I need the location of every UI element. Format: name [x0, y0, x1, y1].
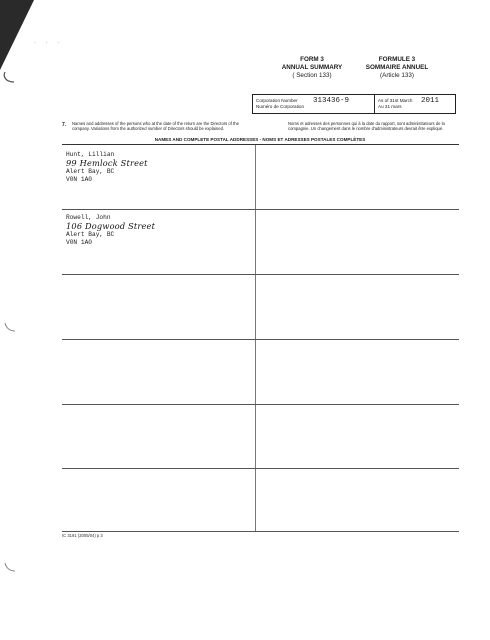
row-divider: [62, 274, 459, 275]
item-number: 7.: [62, 122, 67, 128]
corporation-box: [252, 94, 456, 114]
form-section: ( Section 133): [292, 72, 332, 80]
director-city: Alert Bay, BC: [66, 231, 115, 238]
punch-hole-mark: [2, 561, 18, 575]
as-of-label: As of 31st March Au 31 mars: [378, 98, 413, 109]
row-divider: [62, 468, 459, 469]
row-divider: [62, 339, 459, 340]
director-postal-code: V0N 1A0: [66, 239, 92, 246]
director-entry[interactable]: [66, 151, 148, 184]
director-name: Rowell, John: [66, 214, 111, 221]
punch-hole-mark: [2, 321, 18, 335]
corporation-number-value: 313436-9: [313, 97, 350, 105]
director-street-handwritten: 99 Hemlock Street: [66, 158, 148, 168]
corporation-number-label: Corporation Number Numéro de Corporation: [256, 98, 305, 109]
form-section-fr: (Article 133): [380, 72, 414, 80]
section-heading-rule: [62, 144, 459, 145]
corporation-box-divider: [374, 95, 375, 113]
punch-hole-mark: [2, 70, 18, 84]
row-divider: [62, 531, 459, 532]
instruction-french: Noms et adresses des personnes qui à la date du rapport, sont administrateurs de la compagnie. Un changement dans le nombre d'administrateurs devrait être expliqué.: [288, 121, 445, 131]
scan-specks: · · ·: [34, 40, 64, 46]
form-subtitle: ANNUAL SUMMARY: [281, 64, 343, 72]
scan-corner-shadow: [0, 0, 34, 70]
row-divider: [62, 404, 459, 405]
form-header-english: [262, 56, 362, 81]
column-divider: [255, 145, 256, 531]
director-city: Alert Bay, BC: [66, 168, 115, 175]
instruction-english: Names and addresses of the persons who at the date of the return are the Directors of the company. Variations from the authorized number of Directors should be explained.: [72, 121, 239, 131]
section-heading: NAMES AND COMPLETE POSTAL ADDRESSES - NOMS ET ADRESSES POSTALES COMPLÈTES: [154, 137, 366, 142]
form-footer-code: IC 3191 (2005/04) p 3: [62, 533, 103, 538]
as-of-year: 2011: [421, 97, 440, 105]
director-street-handwritten: 106 Dogwood Street: [66, 221, 156, 231]
director-entry[interactable]: [66, 214, 155, 247]
director-postal-code: V0N 1A0: [66, 176, 92, 183]
form-title-fr: FORMULE 3: [378, 56, 416, 63]
director-name: Hunt, Lillian: [66, 151, 115, 158]
form-header-french: [352, 56, 442, 81]
form-subtitle-fr: SOMMAIRE ANNUEL: [365, 64, 429, 72]
form-title: FORM 3: [300, 56, 324, 63]
row-divider: [62, 209, 459, 210]
